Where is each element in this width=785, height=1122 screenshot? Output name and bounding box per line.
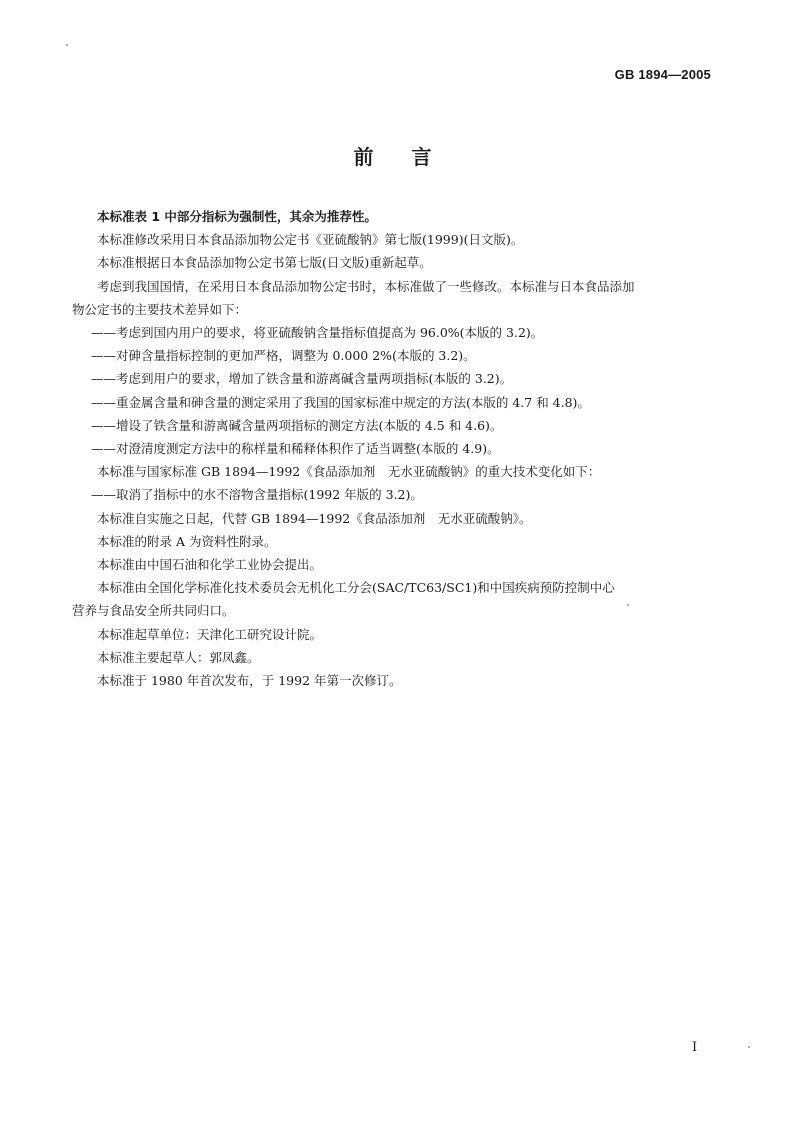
- paragraph-proposer: 本标准由中国石油和化学工业协会提出。: [97, 557, 323, 573]
- paragraph-centralized: 本标准由全国化学标准化技术委员会无机化工分会(SAC/TC63/SC1)和中国疾病预防控制中心: [97, 580, 615, 596]
- paragraph-drafting-basis: 本标准根据日本食品添加物公定书第七版(日文版)重新起草。: [97, 255, 432, 271]
- paragraph-adoption: 本标准修改采用日本食品添加物公定书《亚硫酸钠》第七版(1999)(日文版)。: [97, 232, 524, 248]
- paragraph-centralized-continued: 营养与食品安全所共同归口。: [72, 603, 235, 619]
- foreword-body: [72, 205, 714, 692]
- list-item: ——考虑到国内用户的要求，将亚硫酸钠含量指标值提高为 96.0%(本版的 3.2)。: [91, 325, 544, 341]
- page-number: I: [692, 1040, 698, 1055]
- paragraph-changes: 本标准与国家标准 GB 1894—1992《食品添加剂 无水亚硫酸钠》的重大技术变化如下：: [97, 464, 601, 480]
- list-item: ——增设了铁含量和游离碱含量两项指标的测定方法(本版的 4.5 和 4.6)。: [91, 417, 503, 433]
- scan-speck: [66, 44, 68, 46]
- page-title: 前言: [353, 145, 470, 169]
- paragraph-annex: 本标准的附录 A 为资料性附录。: [97, 533, 277, 549]
- standard-number: GB 1894—2005: [614, 67, 711, 82]
- paragraph-mandatory-note: 本标准表 1 中部分指标为强制性，其余为推荐性。: [97, 209, 377, 224]
- scan-speck: [627, 604, 629, 606]
- paragraph-replaces: 本标准自实施之日起，代替 GB 1894—1992《食品添加剂 无水亚硫酸钠》。: [97, 510, 532, 526]
- list-item: ——考虑到用户的要求，增加了铁含量和游离碱含量两项指标(本版的 3.2)。: [91, 371, 513, 387]
- paragraph-history: 本标准于 1980 年首次发布，于 1992 年第一次修订。: [97, 673, 402, 689]
- list-item: ——对澄清度测定方法中的称样量和稀释体积作了适当调整(本版的 4.9)。: [91, 441, 500, 457]
- paragraph-modifications: 考虑到我国国情，在采用日本食品添加物公定书时，本标准做了一些修改。本标准与日本食品添加: [97, 278, 635, 294]
- list-item: ——重金属含量和砷含量的测定采用了我国的国家标准中规定的方法(本版的 4.7 和 4.8)。: [91, 394, 590, 410]
- scan-speck: [748, 1046, 750, 1048]
- paragraph-modifications-continued: 物公定书的主要技术差异如下：: [72, 301, 248, 317]
- paragraph-drafting-unit: 本标准起草单位：天津化工研究设计院。: [97, 626, 323, 642]
- list-item: ——取消了指标中的水不溶物含量指标(1992 年版的 3.2)。: [91, 487, 423, 503]
- list-item: ——对砷含量指标控制的更加严格，调整为 0.000 2%(本版的 3.2)。: [91, 348, 476, 364]
- paragraph-drafters: 本标准主要起草人：郭凤鑫。: [97, 649, 260, 665]
